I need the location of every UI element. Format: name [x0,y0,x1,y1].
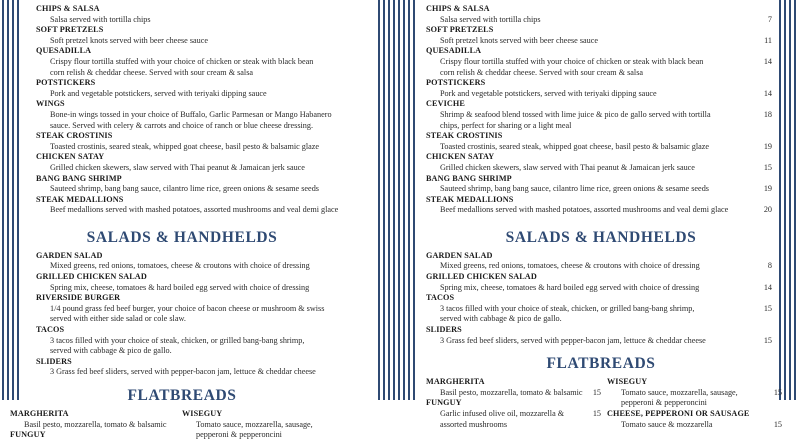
menu-item-name: CHIPS & SALSA [36,4,100,13]
menu-item [426,195,776,216]
menu-item-description: Crispy flour tortilla stuffed with your choice of chicken or steak with black bean [50,56,314,66]
menu-item-price: 14 [763,88,772,98]
center-border-stripes [378,0,415,400]
menu-item-name: CHIPS & SALSA [426,4,490,13]
menu-item-name: SOFT PRETZELS [36,25,104,35]
menu-item [182,409,368,441]
menu-item-name: CEVICHE [426,99,465,109]
menu-item-name: MARGHERITA [10,409,69,418]
menu-item-price: 18 [763,109,772,119]
menu-item [36,131,368,152]
menu-item-name: GRILLED CHICKEN SALAD [36,272,147,282]
menu-item-description: Mixed greens, red onions, tomatoes, cheese & croutons with choice of dressing [440,261,700,271]
menu-item [10,430,196,441]
flatbreads-right-column [607,377,782,430]
menu-item-name: STEAK MEDALLIONS [36,194,124,204]
menu-item-price: 19 [763,184,772,194]
left-border-stripes [2,0,19,400]
menu-item-description: 3 Grass fed beef sliders, served with pepper-bacon jam, lettuce & cheddar cheese [440,335,706,345]
menu-item-description: Beef medallions served with mashed potatoes, assorted mushrooms and veal demi glace [50,205,339,215]
menu-item-description: Pork and vegetable potstickers, served with teriyaki dipping sauce [440,88,657,98]
menu-item-name: POTSTICKERS [426,78,486,88]
menu-item-name: QUESADILLA [36,46,92,56]
flatbreads-left-column [10,409,196,441]
menu-item-description: Grilled chicken skewers, slaw served with Thai peanut & Jamaican jerk sauce [50,162,305,172]
menu-item [36,99,368,131]
menu-item [10,409,196,430]
menu-item-description: served with cabbage & pico de gallo. [50,346,172,356]
menu-page-without-prices [10,4,368,440]
menu-item-description: Basil pesto, mozzarella, tomato & balsamic [440,387,583,397]
menu-item [426,377,601,398]
menu-item-description: pepperoni & pepperoncini [196,430,282,440]
menu-item [426,25,776,46]
salads-handhelds-title: SALADS & HANDHELDS [505,228,697,246]
menu-item-description: Bone-in wings tossed in your choice of Buffalo, Garlic Parmesan or Mango Habanero [50,109,332,119]
menu-item-price: 15 [763,335,772,345]
menu-item-description: Crispy flour tortilla stuffed with your choice of chicken or steak with black bean [440,56,704,66]
menu-item [426,272,776,293]
menu-item-name: BANG BANG SHRIMP [36,173,122,183]
menu-item-description: Garlic infused olive oil, mozzarella & [440,409,565,418]
menu-item-price: 14 [763,282,772,292]
menu-item [426,251,776,272]
menu-item-price: 19 [763,141,772,151]
menu-item [607,377,782,409]
menu-item-price: 8 [767,261,772,271]
menu-item-name: SOFT PRETZELS [426,25,494,35]
menu-item [426,4,776,25]
menu-item-description: 1/4 pound grass fed beef burger, your choice of bacon cheese or mushroom & swiss [50,303,325,313]
menu-item-description: Soft pretzel knots served with beer cheese sauce [50,35,209,45]
menu-item [36,325,368,357]
menu-item-description: sauce. Served with celery & carrots and choice of ranch or blue cheese dressing. [50,120,314,130]
menu-item [426,99,776,131]
menu-item-description: Sauteed shrimp, bang bang sauce, cilantro lime rice, green onions & sesame seeds [440,184,709,194]
menu-item-name: QUESADILLA [426,46,482,56]
menu-item-name: SLIDERS [426,325,462,335]
menu-item-name: GARDEN SALAD [36,250,103,260]
menu-item-description: Toasted crostinis, seared steak, whipped goat cheese, basil pesto & balsamic glaze [440,141,710,151]
menu-item-price: 15 [773,419,782,429]
salads-list [36,251,368,378]
menu-item-price: 15 [773,387,782,397]
menu-item-price: 11 [764,35,772,45]
flatbreads-title: FLATBREADS [546,355,656,373]
menu-item-description: 3 tacos filled with your choice of steak, chicken, or grilled bang-bang shrimp, [440,303,695,313]
menu-item-description: Salsa served with tortilla chips [50,14,151,24]
flatbreads-right-column [182,409,368,441]
menu-item-name: TACOS [36,325,65,335]
salads-list [426,251,776,346]
menu-item [36,357,368,378]
right-border-stripes [779,0,796,400]
salads-handhelds-title: SALADS & HANDHELDS [86,228,278,246]
menu-page-with-prices [426,4,782,429]
menu-item-description: Mixed greens, red onions, tomatoes, cheese & croutons with choice of dressing [50,261,310,271]
menu-item-description: Beef medallions served with mashed potatoes, assorted mushrooms and veal demi glace [440,205,729,215]
menu-item-description: Tomato sauce, mozzarella, sausage, [196,419,313,429]
menu-item-description: Sauteed shrimp, bang bang sauce, cilantro lime rice, green onions & sesame seeds [50,184,319,194]
menu-item-price: 14 [763,56,772,66]
menu-item-name: WINGS [36,99,65,109]
menu-item [36,152,368,173]
menu-item-description: corn relish & cheddar cheese. Served with sour cream & salsa [440,67,644,77]
menu-item [36,4,368,25]
menu-item-name: WISEGUY [607,377,648,387]
menu-item [426,46,776,78]
menu-item [426,78,776,99]
menu-item-description: Soft pretzel knots served with beer cheese sauce [440,35,599,45]
menu-item [426,325,776,346]
menu-item-name: CHEESE, PEPPERONI OR SAUSAGE [607,409,750,418]
menu-item-description: corn relish & cheddar cheese. Served with sour cream & salsa [50,67,254,77]
menu-item-price: 15 [763,162,772,172]
menu-item-name: BANG BANG SHRIMP [426,173,512,183]
appetizers-list [426,4,776,216]
menu-item-price: 15 [592,409,601,418]
appetizers-list [36,4,368,216]
menu-item-description: chips, perfect for sharing or a light meal [440,120,572,130]
menu-item-name: POTSTICKERS [36,78,96,88]
menu-item-name: FUNGUY [10,430,46,440]
menu-item [36,25,368,46]
menu-item [426,174,776,195]
menu-item-name: MARGHERITA [426,377,485,387]
menu-item-price: 15 [592,387,601,397]
menu-item-description: Spring mix, cheese, tomatoes & hard boiled egg served with choice of dressing [440,282,700,292]
menu-item-description: served with cabbage & pico de gallo. [440,314,562,324]
menu-item-name: RIVERSIDE BURGER [36,293,121,303]
menu-item-description: served with either side salad or cole slaw. [50,314,186,324]
flatbreads-columns [10,409,368,441]
menu-item-description: Salsa served with tortilla chips [440,14,541,24]
menu-item-description: assorted mushrooms [440,419,508,429]
menu-item [607,409,782,430]
flatbreads-columns [426,377,782,430]
menu-item [36,78,368,99]
menu-item-name: GRILLED CHICKEN SALAD [426,272,537,282]
menu-item [36,293,368,325]
menu-item-description: Tomato sauce & mozzarella [621,419,713,429]
menu-item-description: Grilled chicken skewers, slaw served with Thai peanut & Jamaican jerk sauce [440,162,695,172]
menu-item [426,152,776,173]
menu-item-description: Pork and vegetable potstickers, served with teriyaki dipping sauce [50,88,267,98]
menu-item-price: 15 [763,303,772,313]
menu-item-description: 3 tacos filled with your choice of steak, chicken, or grilled bang-bang shrimp, [50,335,305,345]
menu-item-name: CHICKEN SATAY [426,152,495,162]
flatbreads-left-column [426,377,601,430]
menu-item [36,195,368,216]
menu-item-name: WISEGUY [182,409,223,418]
menu-item-description: Spring mix, cheese, tomatoes & hard boiled egg served with choice of dressing [50,282,310,292]
menu-item [36,174,368,195]
menu-item-price: 7 [767,14,772,24]
menu-item-description: Basil pesto, mozzarella, tomato & balsamic [24,419,167,429]
menu-item-name: STEAK CROSTINIS [426,131,503,141]
menu-item-name: STEAK MEDALLIONS [426,194,514,204]
menu-item-name: CHICKEN SATAY [36,152,105,162]
menu-item-description: pepperoni & pepperoncini [621,398,707,408]
menu-item-description: Tomato sauce, mozzarella, sausage, [621,387,738,397]
menu-item [426,293,776,325]
flatbreads-title: FLATBREADS [127,387,237,404]
menu-item-price: 20 [763,205,772,215]
menu-item-name: FUNGUY [426,398,462,408]
menu-item [36,272,368,293]
menu-item [426,398,601,430]
menu-item [426,131,776,152]
menu-item-name: GARDEN SALAD [426,250,493,260]
menu-item-name: STEAK CROSTINIS [36,131,113,141]
menu-item-description: 3 Grass fed beef sliders, served with pepper-bacon jam, lettuce & cheddar cheese [50,367,316,377]
menu-item-description: Toasted crostinis, seared steak, whipped goat cheese, basil pesto & balsamic glaze [50,141,320,151]
menu-item-description: Shrimp & seafood blend tossed with lime juice & pico de gallo served with tortilla [440,109,711,119]
menu-item-name: TACOS [426,293,455,303]
menu-item-name: SLIDERS [36,356,72,366]
menu-item [36,251,368,272]
menu-item [36,46,368,78]
